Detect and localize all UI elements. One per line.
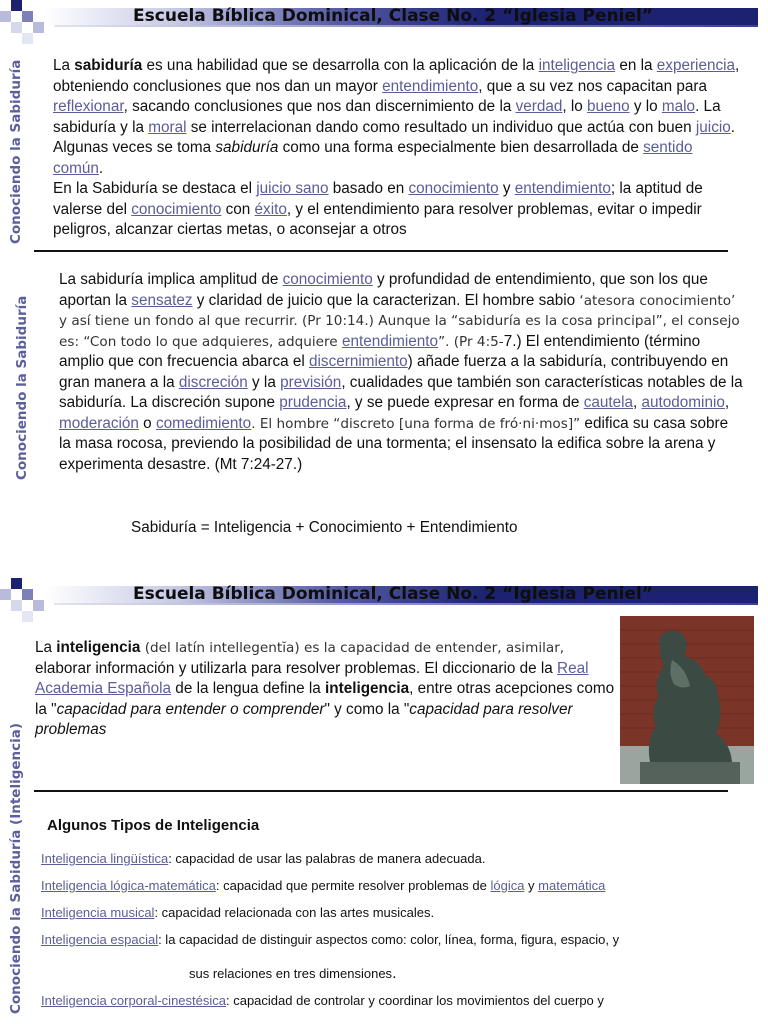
link-discernimiento[interactable]: discernimiento [309, 353, 408, 370]
link-verdad[interactable]: verdad [515, 98, 563, 115]
list-item: Inteligencia corporal-cinestésica: capacidad de controlar y coordinar los movimientos del cuerpo y [41, 993, 604, 1008]
link-experiencia[interactable]: experiencia [656, 57, 736, 74]
slide-header-bar-2 [0, 578, 768, 618]
slide-title-2: Escuela Bíblica Dominical, Clase No. 2 “Iglesia Peniel” [133, 584, 653, 604]
paragraph-sabiduria: La sabiduría es una habilidad que se desarrolla con la aplicación de la inteligencia en la experiencia, obteniendo conclusiones que nos dan un mayor entendimiento, que a su vez nos capacitan para reflexionar, sacando conclusiones que nos dan discernimiento de la verdad, lo bueno y lo malo. La sabiduría y la moral se interrelacionan dando como resultado un individuo que actúa con buen juicio. Algunas veces se toma sabiduría como una forma especialmente bien desarrollada de sentido común. En la Sabiduría se destaca el juicio sano basado en conocimiento y entendimiento; la aptitud de valerse del conocimiento con éxito, y el entendimiento para resolver problemas, evitar o impedir peligros, alcanzar ciertas metas, o aconsejar a otros [53, 57, 740, 238]
link-logica[interactable]: lógica [490, 878, 525, 893]
slide-title: Escuela Bíblica Dominical, Clase No. 2 “Iglesia Peniel” [133, 6, 653, 26]
link-prudencia[interactable]: prudencia [279, 394, 347, 411]
link-sentido-comun[interactable]: sentido común [53, 139, 693, 177]
list-item: Inteligencia musical: capacidad relacionada con las artes musicales. [41, 905, 435, 920]
link-espacial[interactable]: Inteligencia espacial [41, 932, 159, 947]
link-corporal-cinestesica[interactable]: Inteligencia corporal-cinestésica [41, 993, 226, 1008]
link-moderacion[interactable]: moderación [59, 414, 139, 432]
list-item: Inteligencia espacial: la capacidad de distinguir aspectos como: color, línea, forma, figura, espacio, y [41, 932, 620, 947]
link-exito[interactable]: éxito [254, 200, 287, 218]
thinker-statue-image [620, 616, 754, 784]
link-logica-matematica[interactable]: Inteligencia lógica-matemática [41, 878, 216, 893]
link-comedimiento[interactable]: comedimiento [155, 414, 252, 432]
link-sensatez[interactable]: sensatez [131, 291, 193, 309]
sidebar-label-1: Conociendo la Sabiduría [8, 59, 24, 244]
link-juicio[interactable]: juicio [695, 118, 731, 136]
link-matematica[interactable]: matemática [538, 878, 606, 893]
link-linguistica[interactable]: Inteligencia lingüística [41, 851, 169, 866]
link-bueno[interactable]: bueno [587, 98, 630, 115]
link-conocimiento[interactable]: conocimiento [408, 180, 499, 197]
divider [34, 250, 728, 252]
formula: Sabiduría = Inteligencia + Conocimiento + Entendimiento [131, 519, 518, 536]
link-musical[interactable]: Inteligencia musical [41, 905, 155, 920]
list-item: Inteligencia lingüística: capacidad de usar las palabras de manera adecuada. [41, 851, 486, 866]
paragraph-amplitud: La sabiduría implica amplitud de conocimiento y profundidad de entendimiento, que son los que aportan la sensatez y claridad de juicio que la caracterizan. El hombre sabio ‘atesora conocimiento’ y así tiene un fondo al que recurrir. (Pr 10:14.) Aunque la “sabiduría es la cosa principal”, el consejo es: “Con todo lo que adquieres, adquiere entendimiento”. (Pr 4:5-7.) El entendimiento (término amplio que con frecuencia abarca el discernimiento) añade fuerza a la sabiduría, contribuyendo en gran manera a la discreción y la previsión, cualidades que también son características notables de la sabiduría. La discreción supone prudencia, y se puede expresar en forma de cautela, autodominio, moderación o comedimiento. El hombre “discreto [una forma de fró·ni·mos]” edifica su casa sobre la masa rocosa, previendo la posibilidad de una tormenta; el insensato la edifica sobre la arena y experimenta desastre. (Mt 7:24-27.) [59, 271, 743, 473]
list-item: Inteligencia lógica-matemática: capacidad que permite resolver problemas de lógica y matemática [41, 878, 606, 893]
link-rae[interactable]: Real Academia Española [35, 659, 589, 697]
sidebar-label-2: Conociendo la Sabiduría [14, 295, 30, 480]
link-cautela[interactable]: cautela [583, 394, 634, 411]
link-inteligencia[interactable]: inteligencia [538, 57, 616, 74]
link-entendimiento[interactable]: entendimiento [382, 77, 479, 95]
link-moral[interactable]: moral [148, 118, 187, 136]
link-reflexionar[interactable]: reflexionar [53, 98, 124, 115]
link-juicio-sano[interactable]: juicio sano [256, 180, 329, 197]
link-entendimiento-3[interactable]: entendimiento [341, 332, 439, 350]
link-prevision[interactable]: previsión [280, 373, 342, 391]
link-autodominio[interactable]: autodominio [641, 394, 725, 411]
slide-header-bar [0, 0, 768, 40]
types-heading: Algunos Tipos de Inteligencia [47, 817, 260, 834]
sidebar-label-3: Conociendo la Sabiduría (Inteligencia) [8, 722, 24, 1014]
link-conocimiento-3[interactable]: conocimiento [282, 271, 373, 288]
link-conocimiento-2[interactable]: conocimiento [131, 200, 222, 218]
link-malo[interactable]: malo [661, 98, 696, 115]
link-discrecion[interactable]: discreción [178, 373, 248, 391]
paragraph-inteligencia: La inteligencia (del latín intellegentĭa) es la capacidad de entender, asimilar, elaborar información y utilizarla para resolver problemas. El diccionario de la Real Academia Española de la lengua define la inteligencia, entre otras acepciones como la "capacidad para entender o comprender" y como la "capacidad para resolver problemas [35, 639, 615, 738]
list-item-continuation: sus relaciones en tres dimensiones. [189, 965, 397, 982]
divider-2 [34, 790, 728, 792]
link-entendimiento-2[interactable]: entendimiento [514, 180, 611, 197]
